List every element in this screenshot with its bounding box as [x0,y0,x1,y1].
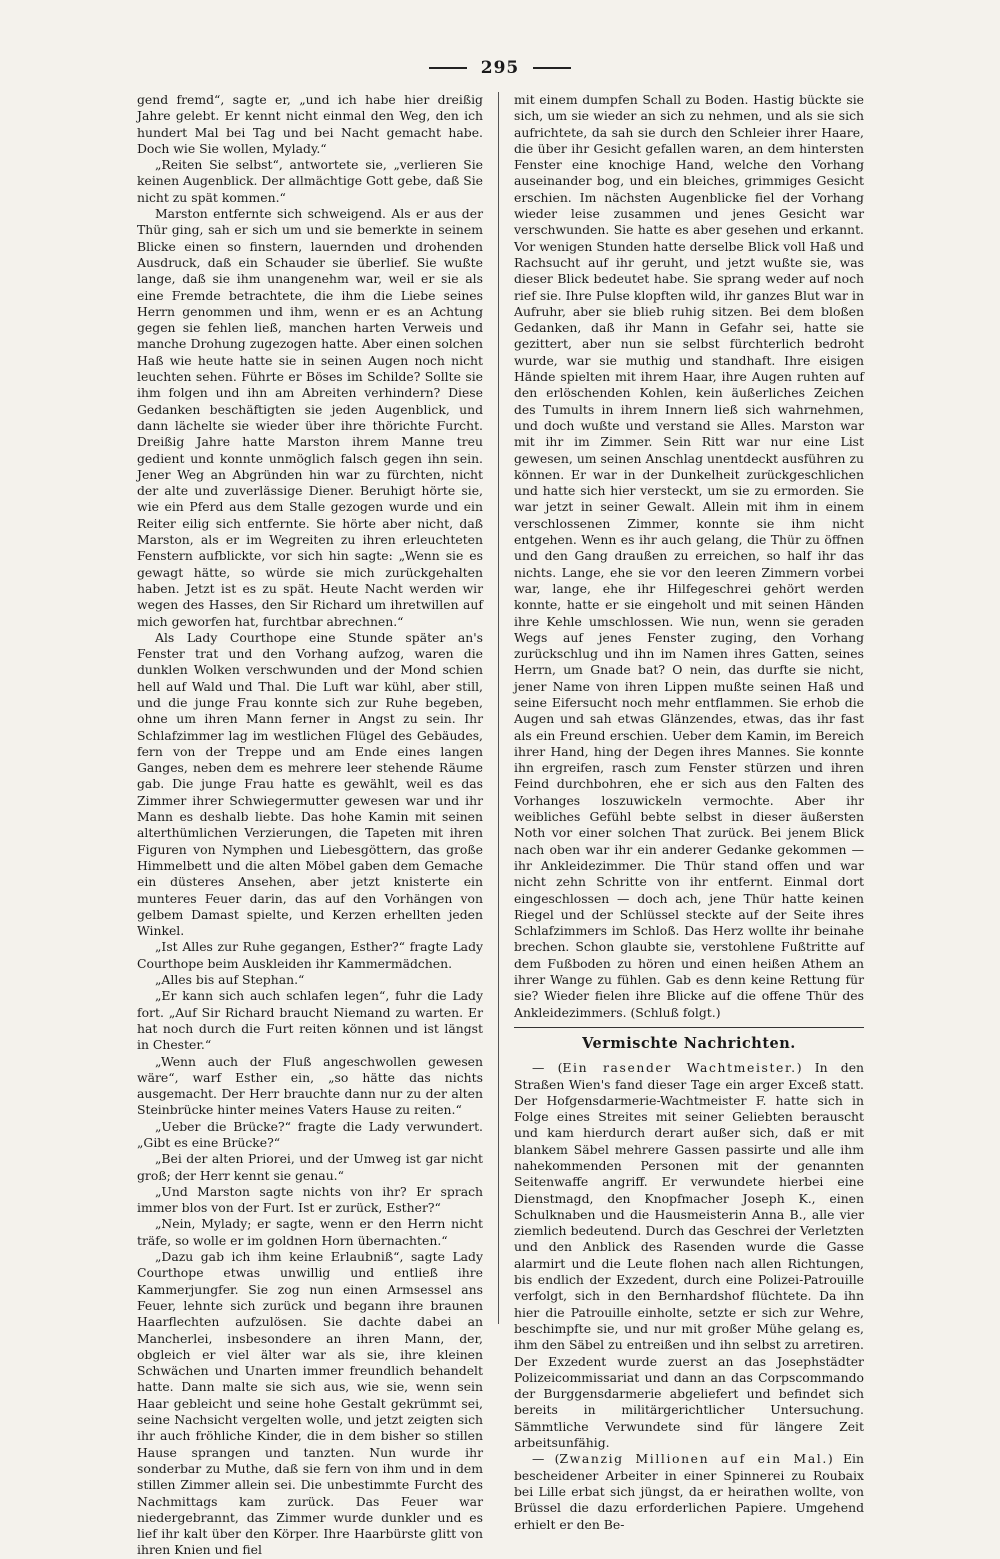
header-rule-left [429,67,467,69]
page-number: 295 [480,58,520,78]
column-divider [498,92,499,1324]
page-header [0,58,1000,78]
news-dash-close: ) [796,1060,802,1076]
news-headline: Ein rasender Wachtmeister. [562,1060,797,1076]
story-paragraph: „Ueber die Brücke?“ fragte die Lady verwundert. „Gibt es eine Brücke?“ [137,1118,483,1150]
header-rule-right [533,67,571,69]
story-paragraph: „Ist Alles zur Ruhe gegangen, Esther?“ fragte Lady Courthope beim Auskleiden ihr Kammermädchen. [137,939,483,971]
news-dash: — ( [532,1060,563,1076]
story-paragraph: „Bei der alten Priorei, und der Umweg ist gar nicht groß; der Herr kennt sie genau.“ [137,1151,483,1183]
news-dash-close: ) [827,1451,833,1467]
story-paragraph: „Reiten Sie selbst“, antwortete sie, „verlieren Sie keinen Augenblick. Der allmächtige Gott gebe, daß Sie nicht zu spät kommen.“ [137,157,484,205]
news-headline: Zwanzig Millionen auf ein Mal. [559,1451,828,1467]
section-title: Vermischte Nachrichten. [582,1034,796,1052]
story-paragraph: „Und Marston sagte nichts von ihr? Er sprach immer blos von der Furt. Ist er zurück, Esther?“ [137,1183,483,1216]
story-paragraph: „Wenn auch der Fluß angeschwollen gewesen wäre“, warf Esther ein, „so hätte das nichts ausgemacht. Der Herr brauchte dann nur zu der alten Steinbrücke hinter meines Vaters Hause zu reiten.“ [137,1053,483,1118]
news-dash: — ( [532,1451,560,1467]
story-paragraph: Als Lady Courthope eine Stunde später an's Fenster trat und den Vorhang aufzog, waren die dunklen Wolken verschwunden und der Mond schien hell auf Wald und Thal. Die Luft war kühl, aber still, und die junge Frau konnte sich zur Ruhe begeben, ohne um ihren Mann ferner in Angst zu sein. Ihr Schlafzimmer lag im westlichen Flügel des Gebäudes, fern von der Treppe und am Ende eines langen Ganges, neben dem es mehrere leer stehende Räume gab. Die junge Frau hatte es gewählt, weil es das Zimmer ihrer Schwiegermutter gewesen war und ihr Mann es deshalb liebte. Das hohe Kamin mit seinen alterthümlichen Verzierungen, die Tapeten mit ihren Figuren von Nymphen und Liebesgöttern, das große Himmelbett und die alten Möbel gaben dem Gemache ein düsteres Ansehen, aber jetzt knisterte ein munteres Feuer darin, das auf den Vorhängen von gelbem Damast spielte, und Kerzen erhellten jeden Winkel. [137,629,483,939]
story-paragraph: „Er kann sich auch schlafen legen“, fuhr die Lady fort. „Auf Sir Richard braucht Niemand zu warten. Er hat noch durch die Furt reiten können und ist längst in Chester.“ [137,988,483,1053]
story-paragraph: Marston entfernte sich schweigend. Als er aus der Thür ging, sah er sich um und sie bemerkte in seinem Blicke einen so finstern, lauernden und drohenden Ausdruck, daß ein Schauder sie überlief. Sie wußte lange, daß sie ihm unangenehm war, weil er sie als eine Fremde betrachtete, die ihm die Liebe seines Herrn genommen und ihm, wenn er es an Achtung gegen sie fehlen ließ, manchen harten Verweis und manche Drohung zugezogen hatte. Aber einen solchen Haß wie heute hatte sie in seinen Augen noch nicht leuchten sehen. Führte er Böses im Schilde? Sollte sie ihm folgen und ihn am Abreiten verhindern? Diese Gedanken beschäftigten sie jeden Augenblick, und dann lächelte sie wieder über ihre thörichte Furcht. Dreißig Jahre hatte Marston ihrem Manne treu gedient und konnte unmöglich falsch gegen ihn sein. Jener Weg an Abgründen hin war zu fürchten, nicht der alte und zuverlässige Diener. Beruhigt hörte sie, wie ein Pferd aus dem Stalle gezogen wurde und ein Reiter eilig sich entfernte. Sie hörte aber nicht, daß Marston, als er im Wegreiten zu ihren erleuchteten Fenstern aufblickte, vor sich hin sagte: „Wenn sie es gewagt hätte, so würde sie mich zurückgehalten haben. Jetzt ist es zu spät. Heute Nacht werden wir wegen des Hasses, den Sir Richard um ihretwillen auf mich geworfen hat, furchtbar abrechnen.“ [137,206,483,629]
story-paragraph: gend fremd“, sagte er, „und ich habe hier dreißig Jahre gelebt. Er kennt nicht einmal den Weg, den ich hundert Mal bei Tag und bei Nacht gemacht habe. Doch wie Sie wollen, Mylady.“ [137,92,483,156]
story-paragraph: „Alles bis auf Stephan.“ [155,972,305,988]
news-item [514,1451,864,1532]
story-paragraph: „Nein, Mylady; er sagte, wenn er den Herrn nicht träfe, so wolle er im goldnen Horn übernachten.“ [137,1216,483,1248]
news-item [514,1060,864,1451]
news-text: In den Straßen Wien's fand dieser Tage ein arger Exceß statt. Der Hofgensdarmerie-Wachtmeister F. hatte sich in Folge eines Streites mit seiner Geliebten berauscht und kam hierdurch derart außer sich, daß er mit blankem Säbel mehrere Gassen passirte und alle ihm nahekommenden Personen mit der genannten Seitenwaffe angriff. Er verwundete hierbei eine Dienstmagd, den Knopfmacher Joseph K., einen Schulknaben und die Hausmeisterin Anna B., alle vier ziemlich bedeutend. Durch das Geschrei der Verletzten und den Anblick des Rasenden wurde die Gasse alarmirt und die Leute flohen nach allen Richtungen, bis endlich der Exzedent, durch eine Polizei-Patrouille verfolgt, sich in den Bernhardshof flüchtete. Da ihn hier die Patrouille einholte, setzte er sich zur Wehre, beschimpfte sie, und nur mit großer Mühe gelang es, ihm den Säbel zu entreißen und ihn selbst zu arretiren. Der Exzedent wurde zuerst an das Josephstädter Polizeicommissariat und dann an das Corpscommando der Burggensdarmerie abgeliefert und befindet sich bereits in militärgerichtlicher Untersuchung. Sämmtliche Verwundete sind für längere Zeit arbeitsunfähig. [514,1060,865,1451]
right-column [514,92,865,1532]
section-separator [514,1027,864,1028]
left-column [137,92,484,1558]
news-text: Ein bescheidener Arbeiter in einer Spinnerei zu Roubaix bei Lille erbat sich jüngst, da er heirathen wollte, von Brüssel die dazu erforderlichen Papiere. Umgehend erhielt er den Be- [514,1451,864,1532]
story-paragraph: mit einem dumpfen Schall zu Boden. Hastig bückte sie sich, um sie wieder an sich zu nehmen, und als sie sich aufrichtete, da sah sie durch den Schleier ihrer Haare, die über ihr Gesicht gefallen waren, an dem hintersten Fenster eine knochige Hand, welche den Vorhang auseinander bog, und ein bleiches, grimmiges Gesicht erschien. Im nächsten Augenblicke fiel der Vorhang wieder leise zusammen und jenes Gesicht war verschwunden. Sie hatte es aber gesehen und erkannt. Vor wenigen Stunden hatte derselbe Blick voll Haß und Rachsucht auf ihr geruht, und jetzt wußte sie, was dieser Blick bedeutet habe. Sie sprang weder auf noch rief sie. Ihre Pulse klopften wild, ihr ganzes Blut war in Aufruhr, aber sie blieb ruhig sitzen. Bei dem bloßen Gedanken, daß ihr Mann in Gefahr sei, hatte sie gezittert, aber nun sie selbst fürchterlich bedroht wurde, war sie muthig und standhaft. Ihre eisigen Hände spielten mit ihrem Haar, ihre Augen ruhten auf den erlöschenden Kohlen, kein äußerliches Zeichen des Tumults in ihrem Innern ließ sich wahrnehmen, und doch wußte und verstand sie Alles. Marston war mit ihr im Zimmer. Sein Ritt war nur eine List gewesen, um seinen Anschlag unentdeckt ausführen zu können. Er war in der Dunkelheit zurückgeschlichen und hatte sich hier versteckt, um sie zu ermorden. Sie war jetzt in seiner Gewalt. Allein mit ihm in einem verschlossenen Zimmer, konnte sie ihm nicht entgehen. Wenn es ihr auch gelang, die Thür zu öffnen und den Gang draußen zu erreichen, so half ihr das nichts. Lange, ehe sie vor den leeren Zimmern vorbei war, lange, ehe ihr Hilfegeschrei gehört werden konnte, hatte er sie eingeholt und mit seinen Händen ihre Kehle umschlossen. Wie nun, wenn sie geraden Wegs auf jenes Fenster zuging, den Vorhang zurückschlug und ihn im Namen ihres Gatten, seines Herrn, um Gnade bat? O nein, das durfte sie nicht, jener Name von ihren Lippen mußte seinen Haß und seine Eifersucht noch mehr entflammen. Sie erhob die Augen und sah etwas Glänzendes, etwas, das ihr fast als ein Freund erschien. Ueber dem Kamin, im Bereich ihrer Hand, hing der Degen ihres Mannes. Sie konnte ihn ergreifen, rasch zum Fenster stürzen und ihren Feind durchbohren, ehe er sich aus den Falten des Vorhanges loszuwickeln vermochte. Aber ihr weibliches Gefühl bebte selbst in dieser äußersten Noth vor einer solchen That zurück. Bei jenem Blick nach oben war ihr ein anderer Gedanke gekommen — ihr Ankleidezimmer. Die Thür stand offen und war nicht zehn Schritte von ihr entfernt. Einmal dort eingeschlossen — doch ach, jene Thür hatte keinen Riegel und der Schlüssel steckte auf der Seite ihres Schlafzimmers im Schloß. Das Herz wollte ihr beinahe brechen. Schon glaubte sie, verstohlene Fußtritte auf dem Fußboden zu hören und einen heißen Athem an ihrer Wange zu fühlen. Gab es denn keine Rettung für sie? Wieder fielen ihre Blicke auf die offene Thür des Ankleidezimmers. (Schluß folgt.) [514,92,864,1020]
story-paragraph: „Dazu gab ich ihm keine Erlaubniß“, sagte Lady Courthope etwas unwillig und entließ ihre Kammerjungfer. Sie zog nun einen Armsessel ans Feuer, lehnte sich zurück und begann ihre braunen Haarflechten aufzulösen. Sie dachte dabei an Mancherlei, insbesondere an ihren Mann, der, obgleich er viel älter war als sie, ihre kleinen Schwächen und Unarten immer freundlich behandelt hatte. Dann malte sie sich aus, wie sie, wenn sein Haar gebleicht und seine hohe Gestalt gekrümmt sei, seine Nachsicht vergelten wolle, und jetzt zeigten sich ihr auch fröhliche Kinder, die in dem bisher so stillen Hause sprangen und tanzten. Nun wurde ihr sonderbar zu Muthe, daß sie fern von ihm und in dem stillen Zimmer allein sei. Die unbestimmte Furcht des Nachmittags kam zurück. Das Feuer war niedergebrannt, das Zimmer wurde dunkler und es lief ihr kalt über den Körper. Ihre Haarbürste glitt von ihren Knien und fiel [137,1249,483,1558]
